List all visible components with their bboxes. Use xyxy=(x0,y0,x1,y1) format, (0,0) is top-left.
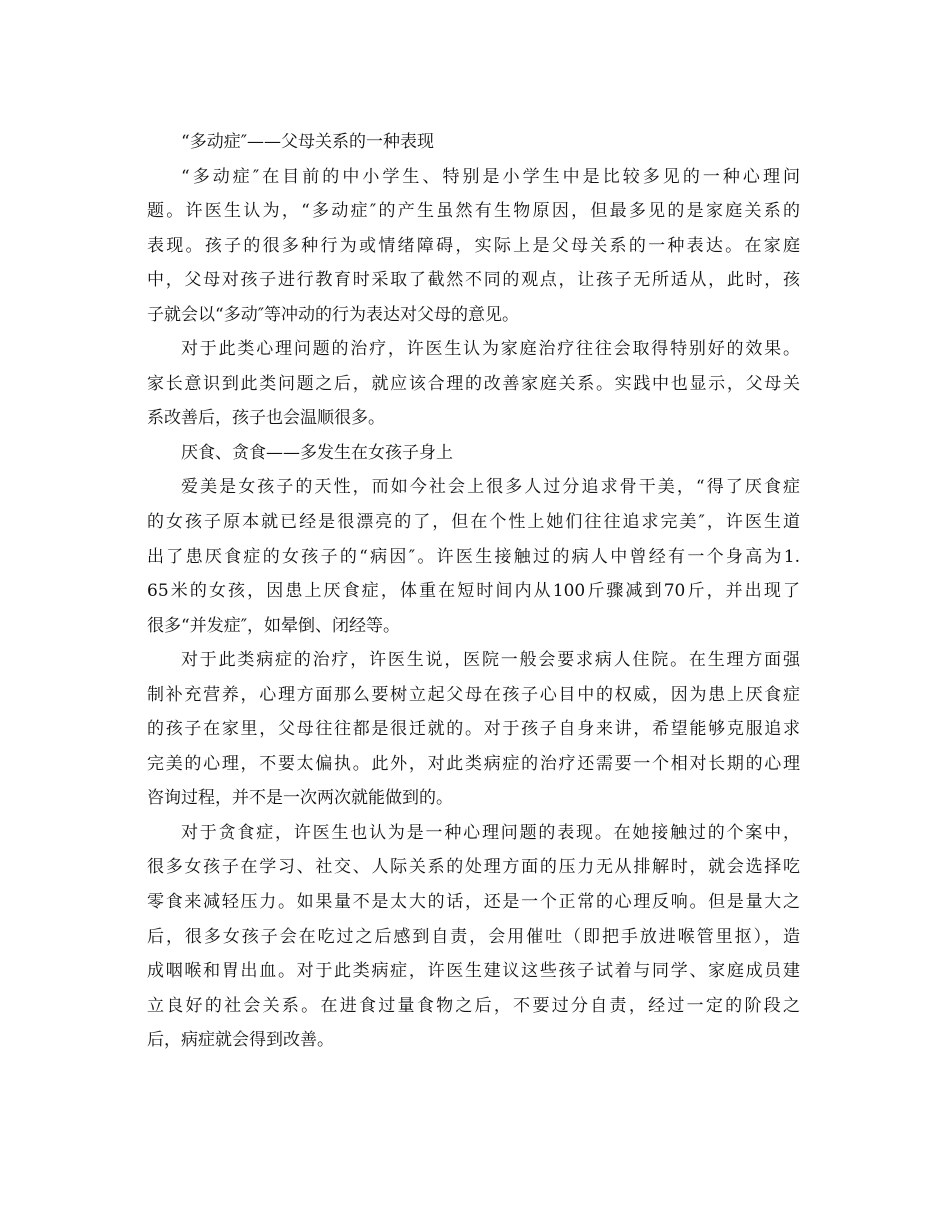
paragraph-line: 制补充营养，心理方面那么要树立起父母在孩子心目中的权威，因为患上厌食症 xyxy=(147,684,800,705)
paragraph-line: “多动症″在目前的中小学生、特别是小学生中是比较多见的一种心理问 xyxy=(181,166,800,187)
paragraph-line: 65米的女孩，因患上厌食症，体重在短时间内从100斤骤减到70斤，并出现了 xyxy=(147,581,800,602)
section-heading: “多动症″——父母关系的一种表现 xyxy=(181,132,435,152)
paragraph-line: 爱美是女孩子的天性，而如今社会上很多人过分追求骨干美，“得了厌食症 xyxy=(181,477,800,498)
paragraph-line: 出了患厌食症的女孩子的“病因″。许医生接触过的病人中曾经有一个身高为1. xyxy=(147,546,800,567)
document-page xyxy=(147,125,800,1058)
paragraph-line: 题。许医生认为，“多动症″的产生虽然有生物原因，但最多见的是家庭关系的 xyxy=(147,201,800,222)
paragraph-line: 对于贪食症，许医生也认为是一种心理问题的表现。在她接触过的个案中， xyxy=(181,822,800,843)
paragraph-line: 对于此类心理问题的治疗，许医生认为家庭治疗往往会取得特别好的效果。 xyxy=(181,339,800,360)
paragraph-line: 完美的心理，不要太偏执。此外，对此类病症的治疗还需要一个相对长期的心理 xyxy=(147,753,800,774)
paragraph-line: 咨询过程，并不是一次两次就能做到的。 xyxy=(147,788,453,809)
paragraph-line: 成咽喉和胃出血。对于此类病症，许医生建议这些孩子试着与同学、家庭成员建 xyxy=(147,961,800,982)
paragraph-line: 对于此类病症的治疗，许医生说，医院一般会要求病人住院。在生理方面强 xyxy=(181,650,800,671)
paragraph-line: 表现。孩子的很多种行为或情绪障碍，实际上是父母关系的一种表达。在家庭 xyxy=(147,235,800,256)
paragraph-line: 中，父母对孩子进行教育时采取了截然不同的观点，让孩子无所适从，此时，孩 xyxy=(147,270,800,291)
paragraph-line: 后，病症就会得到改善。 xyxy=(147,1030,334,1051)
paragraph-line: 系改善后，孩子也会温顺很多。 xyxy=(147,408,385,429)
paragraph-line: 很多“并发症″，如晕倒、闭经等。 xyxy=(147,615,401,636)
paragraph-line: 后，很多女孩子会在吃过之后感到自责，会用催吐（即把手放进喉管里抠），造 xyxy=(147,926,800,947)
paragraph-line: 零食来减轻压力。如果量不是太大的话，还是一个正常的心理反响。但是量大之 xyxy=(147,892,800,913)
section-heading: 厌食、贪食——多发生在女孩子身上 xyxy=(181,442,453,463)
paragraph-line: 子就会以“多动″等冲动的行为表达对父母的意见。 xyxy=(147,304,520,325)
paragraph-line: 很多女孩子在学习、社交、人际关系的处理方面的压力无从排解时，就会选择吃 xyxy=(147,857,800,878)
paragraph-line: 立良好的社会关系。在进食过量食物之后，不要过分自责，经过一定的阶段之 xyxy=(147,995,800,1016)
paragraph-line: 家长意识到此类问题之后，就应该合理的改善家庭关系。实践中也显示，父母关 xyxy=(147,373,800,394)
paragraph-line: 的孩子在家里，父母往往都是很迁就的。对于孩子自身来讲，希望能够克服追求 xyxy=(147,719,800,740)
paragraph-line: 的女孩子原本就已经是很漂亮的了，但在个性上她们往往追求完美″，许医生道 xyxy=(147,512,800,533)
